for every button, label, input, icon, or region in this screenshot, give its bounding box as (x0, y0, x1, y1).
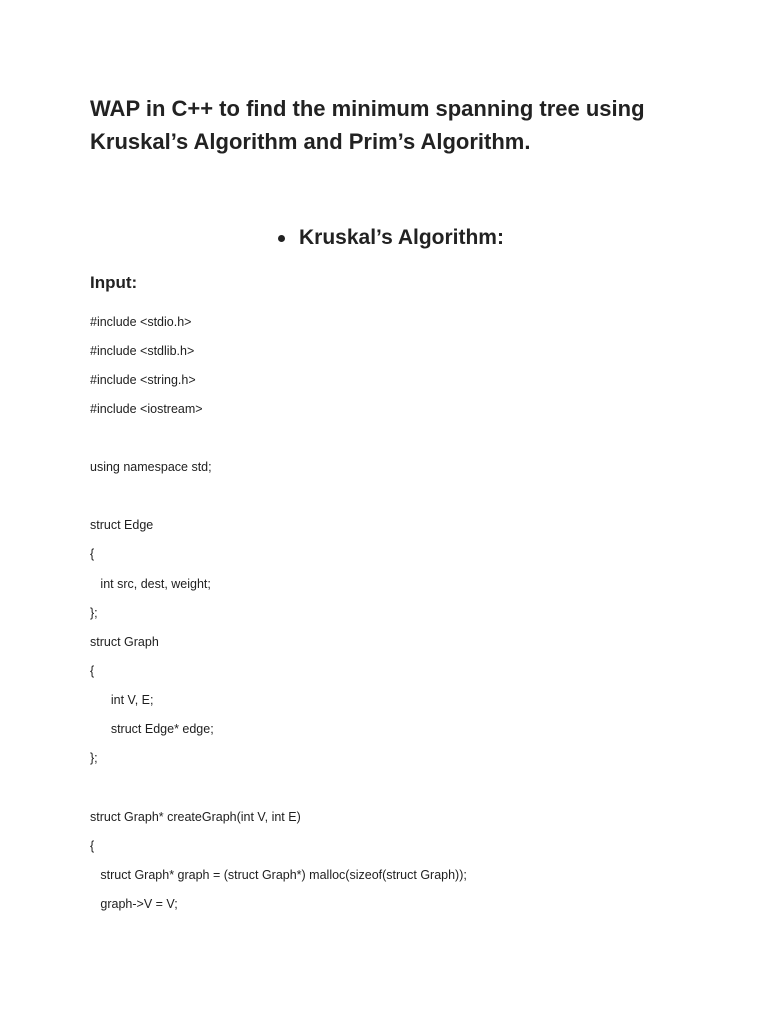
code-line: }; (90, 751, 98, 765)
section-heading-kruskal (278, 226, 504, 250)
code-line: #include <string.h> (90, 373, 196, 387)
code-line: struct Graph (90, 635, 159, 649)
code-line: { (90, 547, 95, 561)
title-line-2: Kruskal’s Algorithm and Prim’s Algorithm. (90, 129, 531, 154)
code-line: int V, E; (90, 693, 154, 707)
code-line: #include <stdlib.h> (90, 344, 195, 358)
code-line: }; (90, 606, 98, 620)
section-heading-text: Kruskal’s Algorithm: (299, 226, 504, 249)
code-line: graph->V = V; (90, 897, 178, 911)
code-line: int src, dest, weight; (90, 577, 211, 591)
code-line: { (90, 839, 95, 853)
code-line: #include <iostream> (90, 402, 203, 416)
input-heading: Input: (90, 273, 138, 292)
code-line: struct Edge* edge; (90, 722, 214, 736)
code-line: struct Graph* graph = (struct Graph*) malloc(sizeof(struct Graph)); (90, 868, 467, 882)
code-line: struct Edge (90, 518, 154, 532)
title-line-1: WAP in C++ to find the minimum spanning tree using (90, 96, 645, 121)
code-line: using namespace std; (90, 460, 212, 474)
bullet-icon (278, 235, 285, 242)
document-title (90, 92, 730, 158)
code-line: struct Graph* createGraph(int V, int E) (90, 810, 301, 824)
code-line: { (90, 664, 95, 678)
code-line: #include <stdio.h> (90, 315, 192, 329)
